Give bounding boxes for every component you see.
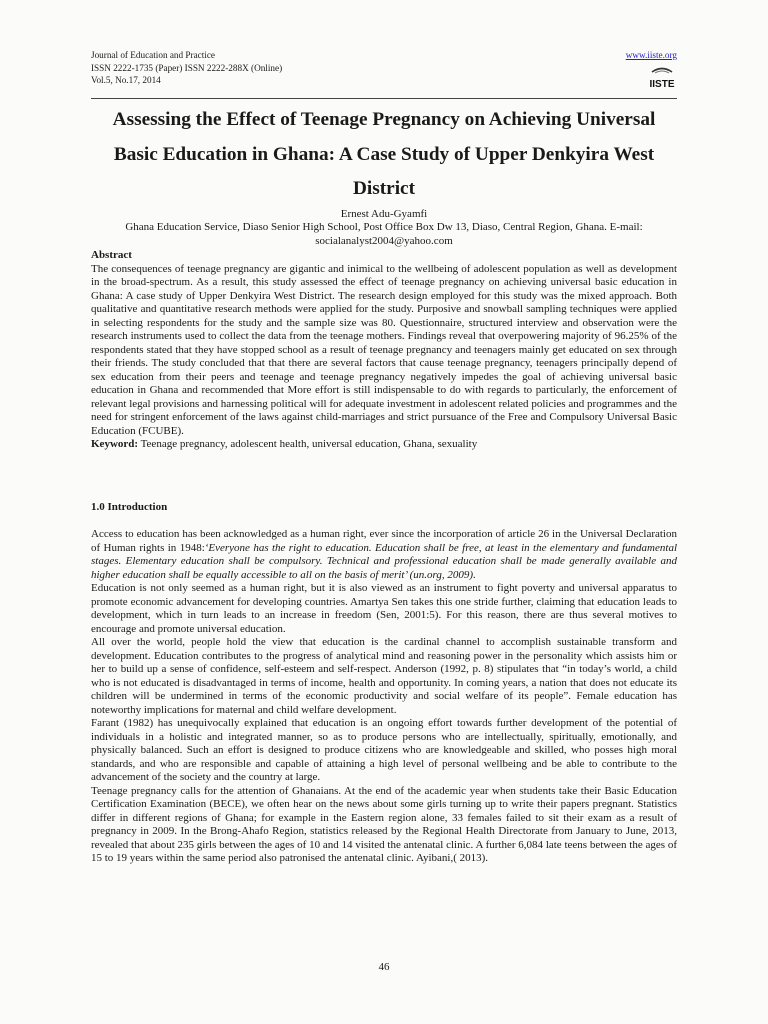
- page-number: 46: [378, 961, 390, 973]
- author-affiliation: Ghana Education Service, Diaso Senior High School, Post Office Box Dw 13, Diaso, Central Region, Ghana. E-mail: socialanalyst2004@yahoo.com: [125, 221, 643, 247]
- keyword-label: Keyword:: [91, 438, 139, 450]
- intro-paragraph-3: All over the world, people hold the view that education is the cardinal channel to accomplish sustainable transform and development. Education contributes to the progress of analytical mind and reasoning power in the personality which assists him or her to build up a sense of confidence, self-esteem and self-respect. Anderson (1992, p. 8) stipulates that “in today’s world, a child who is not educated is disadvantaged in terms of income, health and opportunity. In coming years, a nation that does not educate its children will be undermined in terms of the economic productivity and social welfare of its people”. Female education has noteworthy implications for maternal and child welfare development.: [91, 636, 677, 716]
- intro-p1-quote: ‘Everyone has the right to education. Education shall be free, at least in the elementary and fundamental stages. Elementary education shall be compulsory. Technical and professional education shall be made generally available and higher education shall be equally accessible to all on the basis of merit’ (un.org, 2009).: [91, 541, 677, 581]
- journal-url-link[interactable]: www.iiste.org: [625, 50, 677, 60]
- keywords-line: [91, 438, 677, 452]
- logo-text: IISTE: [649, 79, 675, 90]
- introduction-section: [91, 528, 677, 866]
- journal-info: [91, 49, 282, 87]
- journal-name: Journal of Education and Practice: [91, 50, 215, 60]
- issn: ISSN 2222-1735 (Paper) ISSN 2222-288X (Online): [91, 62, 283, 73]
- journal-header: [91, 49, 677, 97]
- keywords: Teenage pregnancy, adolescent health, universal education, Ghana, sexuality: [138, 438, 478, 450]
- intro-paragraph-4: Farant (1982) has unequivocally explained that education is an ongoing effort towards further development of the potential of individuals in a holistic and integrated manner, so as to produce persons who are intellectually, spiritually, emotionally, and physically balanced. Such an effort is designed to produce citizens who are knowledgeable and skilled, who posses high moral standards, and who are responsible and capable of attaining a high level of personal wellbeing and be able to contribute to the advancement of the society and the country at large.: [91, 717, 677, 783]
- iiste-logo: [647, 63, 677, 91]
- intro-paragraph-2: Education is not only seemed as a human right, but it is also viewed as an instrument to fight poverty and universal apparatus to promote economic advancement for developing countries. Amartya Sen takes this one stride further, claiming that education leads to development, which in turn leads to an increase in freedom (Sen, 2001:5). For this reason, there are thus several motives to encourage and promote universal education.: [91, 582, 677, 635]
- paper-title: Assessing the Effect of Teenage Pregnancy on Achieving Universal Basic Education in Ghana: A Case Study of Upper Denkyira West District: [112, 109, 656, 199]
- abstract-section: [91, 249, 677, 452]
- header-divider: [91, 98, 677, 99]
- paper-page: [91, 0, 677, 1024]
- intro-p1-text: Access to education has been acknowledged as a human right, ever since the incorporation of article 26 in the Universal Declaration of Human rights in 1948:: [91, 528, 677, 554]
- abstract-text: The consequences of teenage pregnancy are gigantic and inimical to the wellbeing of adolescent population as well as development in the broad-spectrum. As a result, this study assessed the effect of teenage pregnancy on achieving universal basic education in Ghana: A case study of Upper Denkyira West District. The research design employed for this study was the mixed approach. Both qualitative and quantitative research methods were applied for the study. Purposive and snowball sampling techniques were applied in selecting respondents for the study and the sample size was 80. Questionnaire, structured interview and observation were the research instruments used to collect the data from the teenage mothers. Findings reveal that overpowering majority of 96.25% of the respondents stated that they have stopped school as a result of teenage pregnancy and teenagers mainly get educated on sex through their friends. The study concluded that that there are several factors that cause teenage pregnancy, teenagers principally depend of sex education from their peers and teenage and teenage pregnancy negatively impedes the goal of achieving universal basic education in Ghana and recommended that More effort is still indispensable to do with regards to particularly, the enforcement of relevant legal provisions and harnessing political will for adequate investment in adolescent related policies and programmes and the need for stringent enforcement of the laws against child-marriages and strict pursuance of the Free and Compulsory Universal Basic Education (FCUBE).: [91, 262, 677, 437]
- intro-paragraph-5: Teenage pregnancy calls for the attention of Ghanaians. At the end of the academic year when students take their Basic Education Certification Examination (BECE), we often hear on the news about some girls turning up to write their papers pregnant. Statistics differ in different regions of Ghana; for example in the Eastern region alone, 33 females failed to sit their exam as a result of pregnancy in 2009. In the Brong-Ahafo Region, statistics released by the Regional Health Directorate from January to June, 2013, revealed that about 235 girls between the ages of 10 and 14 visited the antenatal clinic. A further 6,084 late teens between the ages of 15 to 19 years within the same period also patronised the antenatal clinic. Ayibani,( 2013).: [91, 784, 677, 864]
- introduction-heading: 1.0 Introduction: [91, 501, 168, 513]
- volume: Vol.5, No.17, 2014: [91, 75, 161, 86]
- abstract-heading: Abstract: [91, 249, 132, 261]
- intro-paragraph-1: [91, 528, 677, 582]
- author-name: Ernest Adu-Gyamfi: [340, 208, 428, 220]
